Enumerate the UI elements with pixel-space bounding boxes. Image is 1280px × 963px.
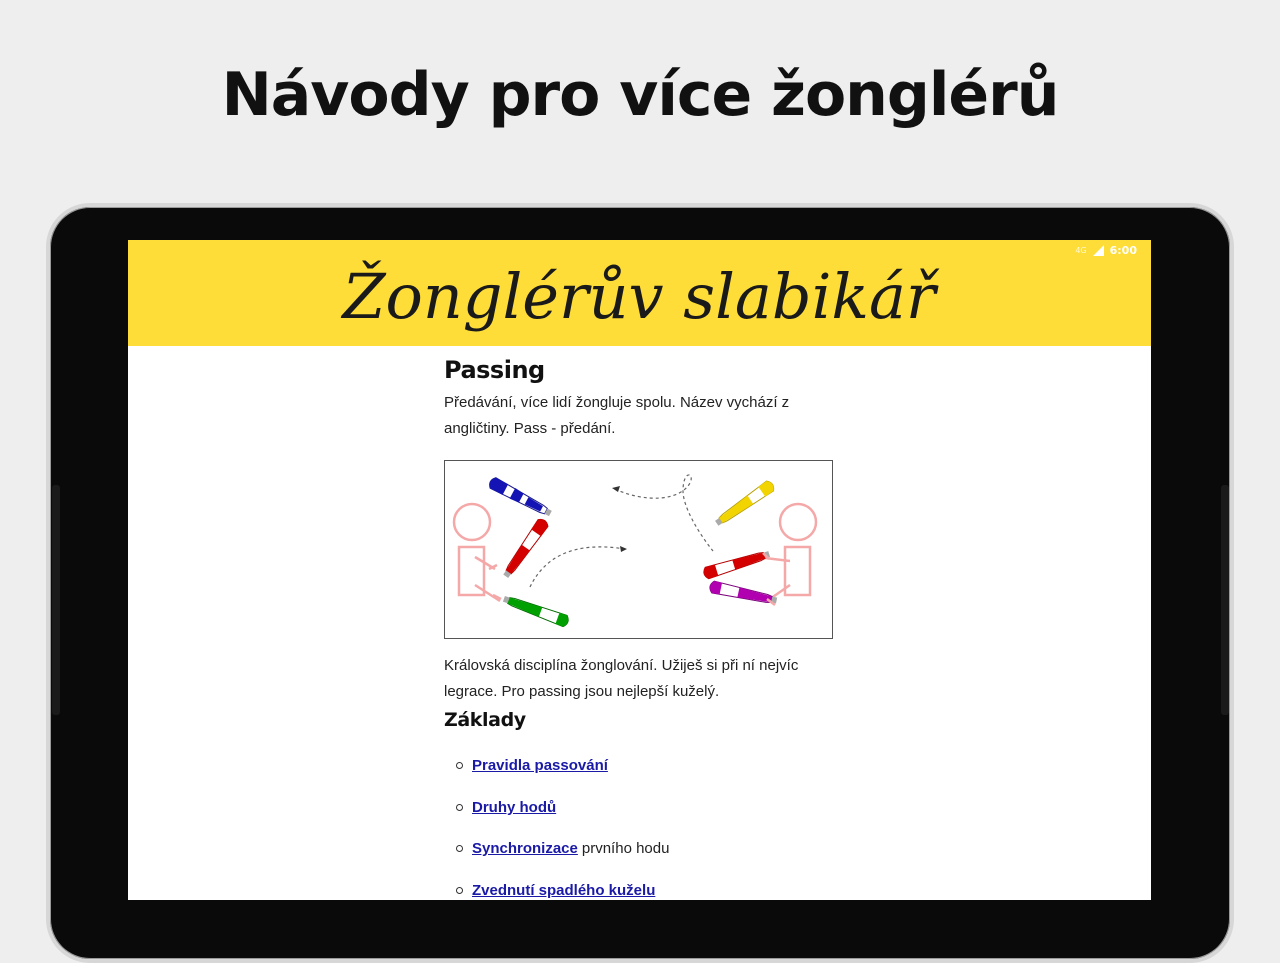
power-button	[1221, 485, 1229, 715]
bullet-icon	[456, 804, 463, 811]
link-pick-up-club[interactable]: Zvednutí spadlého kuželu	[472, 881, 656, 899]
link-throw-types[interactable]: Druhy hodů	[472, 798, 557, 816]
bullet-icon	[456, 845, 463, 852]
bullet-icon	[456, 887, 463, 894]
list-item	[456, 828, 844, 870]
club-green	[502, 593, 570, 628]
status-bar	[1075, 244, 1137, 257]
club-purple	[709, 581, 778, 607]
passing-diagram	[445, 461, 832, 638]
article-description: Královská disciplína žonglování. Užiješ si při ní nejvíc legrace. Pro passing jsou nejlepší kuželý.	[444, 657, 799, 700]
list-item	[456, 745, 844, 787]
throw-arc-right	[615, 475, 713, 551]
club-red-right	[702, 548, 771, 579]
network-indicator: 4G	[1075, 246, 1087, 255]
app-header	[128, 240, 1151, 346]
volume-button	[52, 485, 60, 715]
app-screen	[128, 240, 1151, 900]
club-red-left	[501, 517, 550, 580]
basics-list	[444, 745, 844, 900]
app-logo-text: Žonglérův slabikář	[342, 260, 936, 333]
passing-illustration	[444, 460, 833, 639]
list-item	[456, 870, 844, 901]
clock: 6:00	[1109, 244, 1137, 257]
club-blue	[488, 476, 554, 519]
article-intro: Předávání, více lidí žongluje spolu. Název vychází z angličtiny. Pass - předání.	[444, 394, 790, 437]
basics-heading: Základy	[444, 709, 526, 731]
left-juggler	[454, 504, 500, 601]
article	[444, 356, 844, 900]
link-synchronization[interactable]: Synchronizace	[472, 840, 578, 858]
throw-arc-left	[530, 547, 625, 587]
app-logo	[128, 240, 1151, 346]
article-heading: Passing	[444, 356, 545, 384]
promo-title: Návody pro více žonglérů	[221, 60, 1059, 130]
signal-icon	[1093, 245, 1104, 256]
link-suffix: prvního hodu	[581, 840, 670, 858]
bullet-icon	[456, 762, 463, 769]
club-yellow	[713, 479, 776, 528]
list-item	[456, 787, 844, 829]
link-passing-rules[interactable]: Pravidla passování	[472, 757, 608, 775]
